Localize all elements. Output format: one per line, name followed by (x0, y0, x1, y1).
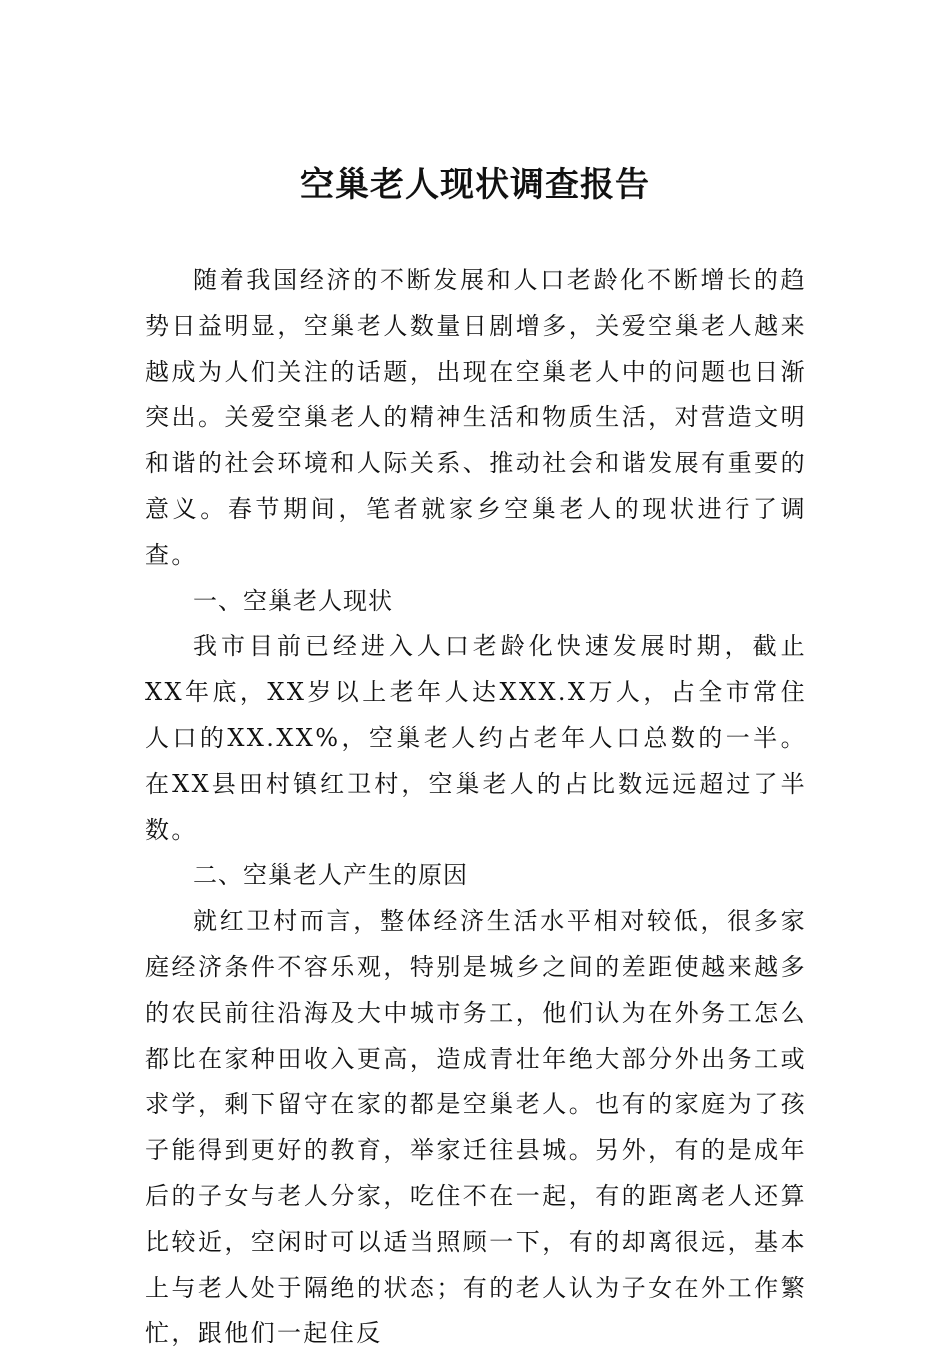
section-2-paragraph: 就红卫村而言，整体经济生活水平相对较低，很多家庭经济条件不容乐观，特别是城乡之间的差距使越来越多的农民前往沿海及大中城市务工，他们认为在外务工怎么都比在家种田收入更高，造成青壮年绝大部分外出务工或求学，剩下留守在家的都是空巢老人。也有的家庭为了孩子能得到更好的教育，举家迁往县城。另外，有的是成年后的子女与老人分家，吃住不在一起，有的距离老人还算比较近，空闲时可以适当照顾一下，有的却离很远，基本上与老人处于隔绝的状态；有的老人认为子女在外工作繁忙，跟他们一起住反 (145, 907, 807, 1348)
section-2-heading: 二、空巢老人产生的原因 (193, 861, 468, 890)
document-body (145, 258, 807, 1357)
section-1-heading: 一、空巢老人现状 (193, 586, 393, 615)
section-1-paragraph: 我市目前已经进入人口老龄化快速发展时期，截止XX年底，XX岁以上老年人达XXX.X万人，占全市常住人口的XX.XX%，空巢老人约占老年人口总数的一半。在XX县田村镇红卫村，空巢老人的占比数远远超过了半数。 (145, 632, 807, 844)
intro-paragraph: 随着我国经济的不断发展和人口老龄化不断增长的趋势日益明显，空巢老人数量日剧增多，关爱空巢老人越来越成为人们关注的话题，出现在空巢老人中的问题也日渐突出。关爱空巢老人的精神生活和物质生活，对营造文明和谐的社会环境和人际关系、推动社会和谐发展有重要的意义。春节期间，笔者就家乡空巢老人的现状进行了调查。 (145, 266, 807, 569)
document-title: 空巢老人现状调查报告 (300, 165, 650, 205)
